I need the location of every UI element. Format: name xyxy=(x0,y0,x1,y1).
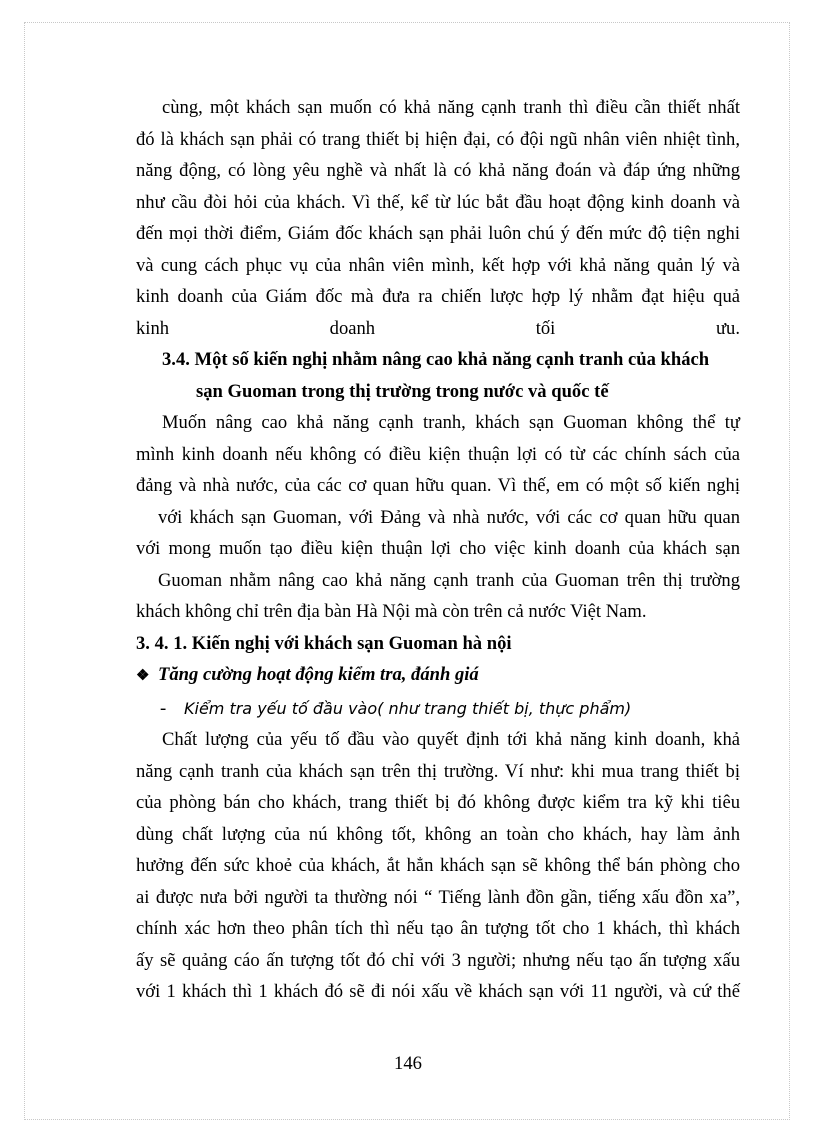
paragraph-line: dùng chất lượng của nú không tốt, không an toàn cho khách, hay làm ảnh xyxy=(136,823,740,845)
paragraph-line: đến mọi thời điểm, Giám đốc khách sạn phải luôn chú ý đến mức độ tiện nghi xyxy=(136,223,740,244)
section-heading-3-4-1: 3. 4. 1. Kiến nghị với khách sạn Guoman hà nội xyxy=(136,632,512,654)
paragraph-line: đảng và nhà nước, của các cơ quan hữu quan. Vì thế, em có một số kiến nghị xyxy=(136,475,740,496)
dash-bullet-icon: - xyxy=(160,697,167,719)
paragraph-line: Chất lượng của yếu tố đầu vào quyết định tới khả năng kinh doanh, khả xyxy=(162,729,740,750)
paragraph-line: Guoman nhằm nâng cao khả năng cạnh tranh của Guoman trên thị trường xyxy=(158,569,740,591)
dash-item-text: Kiểm tra yếu tố đầu vào( như trang thiết bị, thực phẩm) xyxy=(184,698,632,718)
dash-item xyxy=(136,693,740,725)
paragraph-line: của phòng bán cho khách, trang thiết bị đó không được kiểm tra kỹ khi tiêu xyxy=(136,792,740,813)
bullet-title: Tăng cường hoạt động kiểm tra, đánh giá xyxy=(158,664,479,685)
paragraph-line: Muốn nâng cao khả năng cạnh tranh, khách sạn Guoman không thể tự xyxy=(162,412,740,433)
page-number: 146 xyxy=(394,1053,422,1074)
paragraph-line: chính xác hơn theo phân tích thì nếu tạo ân tượng tốt cho 1 khách, thì khách xyxy=(136,918,740,939)
diamond-bullet-icon: ❖ xyxy=(136,668,150,684)
paragraph-line: kinh doanh tối ưu. xyxy=(136,317,740,339)
paragraph-line: hưởng đến sức khoẻ của khách, ắt hẳn khách sạn sẽ không thể bán phòng cho xyxy=(136,855,740,876)
paragraph-line: đó là khách sạn phải có trang thiết bị hiện đại, có đội ngũ nhân viên nhiệt tình, xyxy=(136,128,740,150)
paragraph-line: như cầu đòi hỏi của khách. Vì thế, kể từ lúc bắt đầu hoạt động kinh doanh và xyxy=(136,191,740,213)
bullet-item xyxy=(136,659,740,693)
document-body xyxy=(136,92,740,1008)
paragraph-line: và cung cách phục vụ của nhân viên mình, kết hợp với khả năng quản lý và xyxy=(136,254,740,276)
paragraph-line: kinh doanh của Giám đốc mà đưa ra chiến lược hợp lý nhằm đạt hiệu quả xyxy=(136,286,740,307)
paragraph-line: mình kinh doanh nếu không có điều kiện thuận lợi có từ các chính sách của xyxy=(136,443,740,465)
paragraph-line: với khách sạn Guoman, với Đảng và nhà nước, với các cơ quan hữu quan xyxy=(158,506,740,528)
section-heading-3-4-cont: sạn Guoman trong thị trường trong nước và quốc tế xyxy=(196,380,609,402)
paragraph-line: khách không chỉ trên địa bàn Hà Nội mà còn trên cả nước Việt Nam. xyxy=(136,601,647,622)
paragraph-line: năng cạnh tranh của khách sạn trên thị trường. Ví như: khi mua trang thiết bị xyxy=(136,760,740,782)
section-heading-3-4: 3.4. Một số kiến nghị nhằm nâng cao khả năng cạnh tranh của khách xyxy=(162,349,710,370)
paragraph-line: với 1 khách thì 1 khách đó sẽ đi nói xấu về khách sạn với 11 người, và cứ thế xyxy=(136,981,740,1002)
paragraph-line: ấy sẽ quảng cáo ấn tượng tốt đó chỉ với 3 người; nhưng nếu tạo ấn tượng xấu xyxy=(136,949,740,971)
paragraph-line: cùng, một khách sạn muốn có khả năng cạnh tranh thì điều cần thiết nhất xyxy=(162,97,740,118)
paragraph-line: với mong muốn tạo điều kiện thuận lợi cho việc kinh doanh của khách sạn xyxy=(136,538,740,559)
paragraph-line: ai được nưa bởi người ta thường nói “ Tiếng lành đồn gần, tiếng xấu đồn xa”, xyxy=(136,886,740,908)
paragraph-line: năng động, có lòng yêu nghề và nhất là có khả năng đoán và đáp ứng những xyxy=(136,160,740,181)
